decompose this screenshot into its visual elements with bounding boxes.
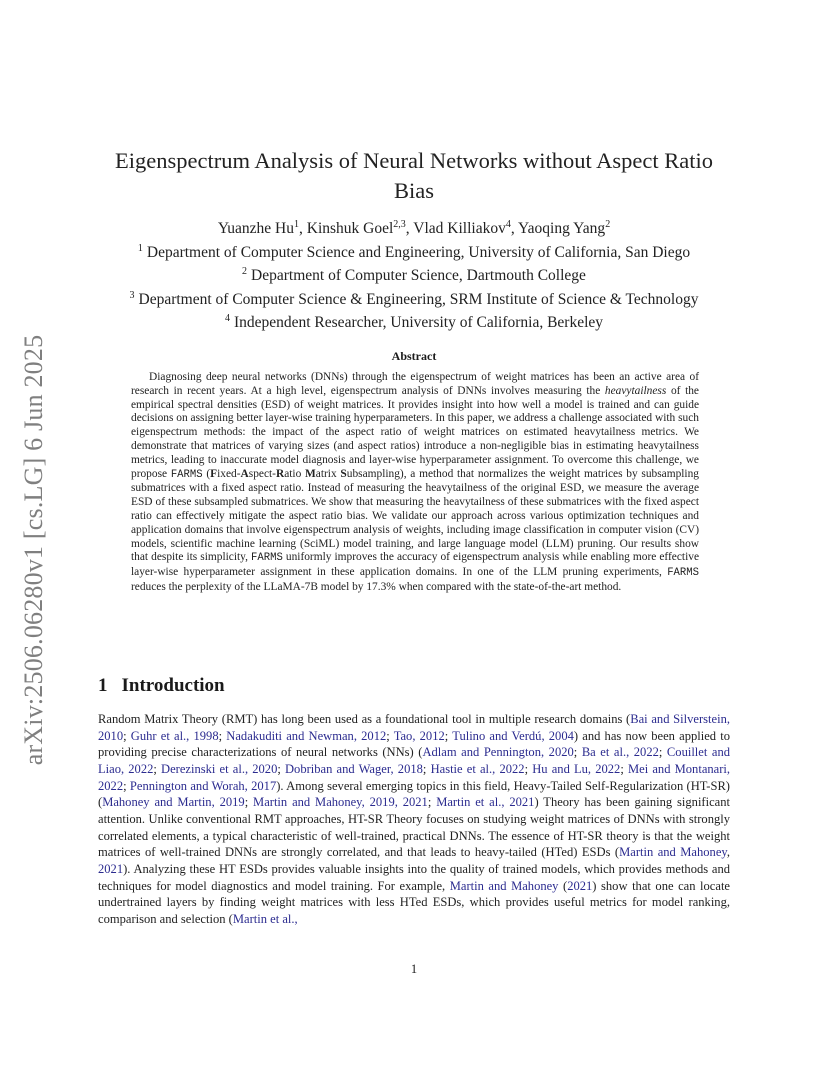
affiliation-number: 2	[242, 266, 248, 277]
introduction-body	[98, 711, 730, 928]
acronym-rest: ixed-	[217, 467, 241, 480]
acronym-letter: M	[305, 467, 316, 480]
author-name: Kinshuk Goel	[306, 220, 394, 237]
arxiv-identifier: arXiv:2506.06280v1 [cs.LG] 6 Jun 2025	[19, 334, 48, 766]
affiliation-number: 3	[129, 289, 135, 301]
affiliation-text: Department of Computer Science & Engineering, SRM Institute of Science & Technology	[138, 290, 699, 308]
section-title: Introduction	[121, 675, 225, 696]
author-affiliation-mark: 2	[605, 219, 611, 230]
abstract-text: reduces the perplexity of the LLaMA-7B model by 17.3% when compared with the state-of-the-art method.	[131, 580, 622, 593]
citation-link[interactable]: Bai and Silverstein, 2010	[98, 712, 730, 743]
citation-link[interactable]: Martin and Mahoney	[449, 878, 559, 893]
acronym-letter: R	[275, 467, 285, 480]
abstract-text: Diagnosing deep neural networks (DNNs) through the eigenspectrum of weight matrices has been an active area of research in recent years. At a high level, eigenspectrum analysis of DNNs involves measuring the	[131, 371, 699, 397]
abstract-text: uniformly improves the accuracy of eigenspectrum analysis while enabling more effective layer-wise hyperparameter assignment in these application domains. In one of the LLM pruning experiments,	[131, 551, 699, 579]
acronym-rest: atrix	[315, 467, 341, 480]
abstract-text: of the empirical spectral densities (ESD) of weight matrices. It provides insight into how well a model is trained and can guide decisions on assigning better layer-wise training hyperparameters. In this paper, we address a challenge associated with such eigenspectrum methods: the impact of the aspect ratio of weight matrices on estimated heavytailness metrics. We demonstrate that matrices of varying sizes (and aspect ratios) introduce a non-negligible bias in estimating heavytailness metrics, leading to inaccurate model diagnosis and layer-wise hyperparameter assignment. To overcome this challenge, we propose	[131, 384, 699, 480]
arxiv-identifier-stamp	[14, 310, 54, 790]
body-text: show that one can locate undertrained layers by finding weight matrices with less HTed ESDs, which provides useful metrics for model ranking, comparison and selection (	[98, 878, 730, 926]
citation-link[interactable]: 2021	[567, 878, 593, 893]
citation-link[interactable]: Hastie et al., 2022	[430, 761, 525, 776]
citation-link[interactable]: Hu and Lu, 2022	[532, 761, 621, 776]
introduction-paragraph: Random Matrix Theory (RMT) has long been used as a foundational tool in multiple research domains (Bai and Silverstein, 2010; Guhr et al., 1998; Nadakuditi and Newman, 2012; Tao, 2012; Tulino and Verdú, 2004) and has now been applied to providing precise characterizations of neural networks (NNs) (Adlam and Pennington, 2020; Ba et al., 2022; Couillet and Liao, 2022; Derezinski et al., 2020; Dobriban and Wager, 2018; Hastie et al., 2022; Hu and Lu, 2022; Mei and Montanari, 2022; Pennington and Worah, 2017). Among several emerging topics in this field, Heavy-Tailed Self-Regularization (HT-SR) (Mahoney and Martin, 2019; Martin and Mahoney, 2019, 2021; Martin et al., 2021) Theory has been gaining significant attention. Unlike conventional RMT approaches, HT-SR Theory focuses on studying weight matrices of DNNs with strongly correlated elements, a typical characteristic of well-trained, practical DNNs. The essence of HT-SR theory is that the weight matrices of well-trained DNNs are strongly correlated, and that leads to heavy-tailed (HTed) ESDs (Martin and Mahoney, 2021). Analyzing these HT ESDs provides valuable insights into the quality of trained models, which provides methods and techniques for model diagnostics and model training. For example, Martin and Mahoney (2021) show that one can locate undertrained layers by finding weight matrices with less HTed ESDs, which provides useful metrics for model ranking, comparison and selection (Martin et al.,	[98, 712, 731, 926]
body-text: ). Among several emerging topics in this field, Heavy-Tailed Self-Regularization (HT-SR) (	[98, 778, 730, 810]
acronym-rest: atio	[284, 467, 306, 480]
citation-link[interactable]: Tao, 2012	[393, 728, 445, 743]
abstract-body	[131, 371, 699, 595]
affiliation-number: 1	[137, 242, 143, 254]
author-name: Vlad Killiakov	[413, 220, 506, 237]
author-block	[80, 219, 748, 333]
method-name: FARMS	[251, 552, 283, 565]
author-list: Yuanzhe Hu$^1$, Kinshuk Goel$^{2,3}$, Vlad Killiakov$^4$, Yaoqing Yang$^2$	[217, 219, 611, 237]
affiliation-text: Department of Computer Science and Engineering, University of California, San Diego	[146, 243, 691, 261]
citation-link[interactable]: Pennington and Worah, 2017	[129, 778, 277, 793]
abstract-heading: Abstract	[391, 349, 437, 363]
acronym-rest: ubsampling	[346, 467, 400, 480]
acronym-letter: F	[210, 467, 218, 480]
section-heading	[98, 675, 225, 697]
citation-link[interactable]: Derezinski et al., 2020	[161, 761, 278, 776]
citation-link[interactable]: Tulino and Verdú, 2004	[452, 728, 574, 743]
affiliation-line	[80, 286, 748, 310]
citation-link[interactable]: Adlam and Pennington, 2020	[422, 745, 574, 760]
page-number: 1	[410, 962, 418, 976]
acronym-rest: spect-	[248, 467, 276, 480]
citation-link[interactable]: Nadakuditi and Newman, 2012	[226, 728, 387, 743]
citation-link[interactable]: Ba et al., 2022	[581, 745, 659, 760]
section-number: 1	[98, 675, 108, 696]
citation-link[interactable]: Martin et al.,	[232, 911, 298, 926]
method-name: FARMS	[667, 567, 699, 580]
affiliation-text: Independent Researcher, University of California, Berkeley	[233, 314, 604, 331]
citation-link[interactable]: Martin and Mahoney, 2019, 2021	[253, 795, 428, 810]
abstract-text: ), a method that normalizes the weight matrices by subsampling submatrices with a fixed aspect ratio. Instead of measuring the heavytailness of the original ESD, we measure the average ESD of these subsampled submatrices. We show that measuring the heavytailness of these submatrices with the fixed aspect ratio can effectively mitigate the aspect ratio bias. We validate our approach across various optimization techniques and application domains that involve eigenspectrum analysis of weights, including image classification in computer vision (CV) models, scientific machine learning (SciML) model training, and large language model (LLM) pruning. Our results show that despite its simplicity,	[131, 467, 699, 564]
acronym-letter: S	[340, 467, 347, 480]
affiliation-line	[80, 239, 748, 263]
author-name: Yaoqing Yang	[518, 220, 606, 237]
paper-title: Eigenspectrum Analysis of Neural Networks without Aspect Ratio Bias	[114, 148, 714, 203]
citation-link[interactable]: Martin and Mahoney	[619, 845, 727, 860]
citation-link[interactable]: Dobriban and Wager, 2018	[285, 761, 423, 776]
acronym-letter: A	[240, 467, 249, 480]
abstract-emphasis: heavytailness	[604, 384, 667, 397]
method-name: FARMS	[170, 468, 203, 481]
affiliation-line	[80, 262, 748, 286]
citation-link[interactable]: Couillet and Liao, 2022	[98, 745, 731, 776]
author-affiliation-mark: 2,3	[393, 219, 406, 230]
author-affiliation-mark: 1	[294, 219, 299, 230]
citation-link[interactable]: Mahoney and Martin, 2019	[102, 795, 245, 810]
body-text: ) and has now been applied to providing precise characterizations of neural networks (NNs) (	[98, 728, 731, 760]
affiliation-text: Department of Computer Science, Dartmouth College	[251, 267, 586, 284]
citation-link[interactable]: Guhr et al., 1998	[130, 728, 219, 743]
affiliation-line	[80, 309, 748, 333]
body-text: Random Matrix Theory (RMT) has long been used as a foundational tool in multiple research domains (	[98, 712, 631, 726]
affiliation-number: 4	[224, 313, 230, 324]
citation-link[interactable]: Martin et al., 2021	[436, 795, 535, 810]
author-affiliation-mark: 4	[505, 219, 511, 230]
body-text: ) Theory has been gaining significant attention. Unlike conventional RMT approaches, HT-SR Theory focuses on studying weight matrices of DNNs with strongly correlated elements, a typical characteristic of well-trained, practical DNNs. The essence of HT-SR theory is that the weight matrices of well-trained DNNs are strongly correlated, and that leads to heavy-tailed (HTed) ESDs (	[98, 795, 730, 860]
citation-link[interactable]: Mei and Montanari, 2022	[98, 761, 731, 793]
citation-link[interactable]: 2021	[98, 861, 124, 876]
abstract-paragraph: Diagnosing deep neural networks (DNNs) through the eigenspectrum of weight matrices has been an active area of research in recent years. At a high level, eigenspectrum analysis of DNNs involves measuring the heavytailness of the empirical spectral densities (ESD) of weight matrices. It provides insight into how well a model is trained and can guide decisions on assigning better layer-wise training hyperparameters. In this paper, we address a challenge associated with such eigenspectrum methods: the impact of the aspect ratio of weight matrices on estimated heavytailness metrics. We demonstrate that matrices of varying sizes (and aspect ratios) introduce a non-negligible bias in estimating heavytailness metrics, leading to inaccurate model diagnosis and layer-wise hyperparameter assignment. To overcome this challenge, we propose FARMS (Fixed-Aspect-Ratio Matrix Subsampling), a method that normalizes the weight matrices by subsampling submatrices with a fixed aspect ratio. Instead of measuring the heavytailness of the original ESD, we measure the average ESD of these subsampled submatrices. We show that measuring the heavytailness of these submatrices with the fixed aspect ratio can effectively mitigate the aspect ratio bias. We validate our approach across various optimization techniques and application domains that involve eigenspectrum analysis of weights, including image classification in computer vision (CV) models, scientific machine learning (SciML) model training, and large language model (LLM) pruning. Our results show that despite its simplicity, FARMS uniformly improves the accuracy of eigenspectrum analysis while enabling more effective layer-wise hyperparameter assignment in these application domains. In one of the LLM pruning experiments, FARMS reduces the perplexity of the LLaMA-7B model by 17.3% when compared with the state-of-the-art method.	[131, 371, 699, 593]
body-text: ). Analyzing these HT ESDs provides valuable insights into the quality of trained models, which provides methods and techniques for model diagnostics and model training. For example,	[98, 861, 730, 893]
author-name: Yuanzhe Hu	[217, 220, 294, 237]
